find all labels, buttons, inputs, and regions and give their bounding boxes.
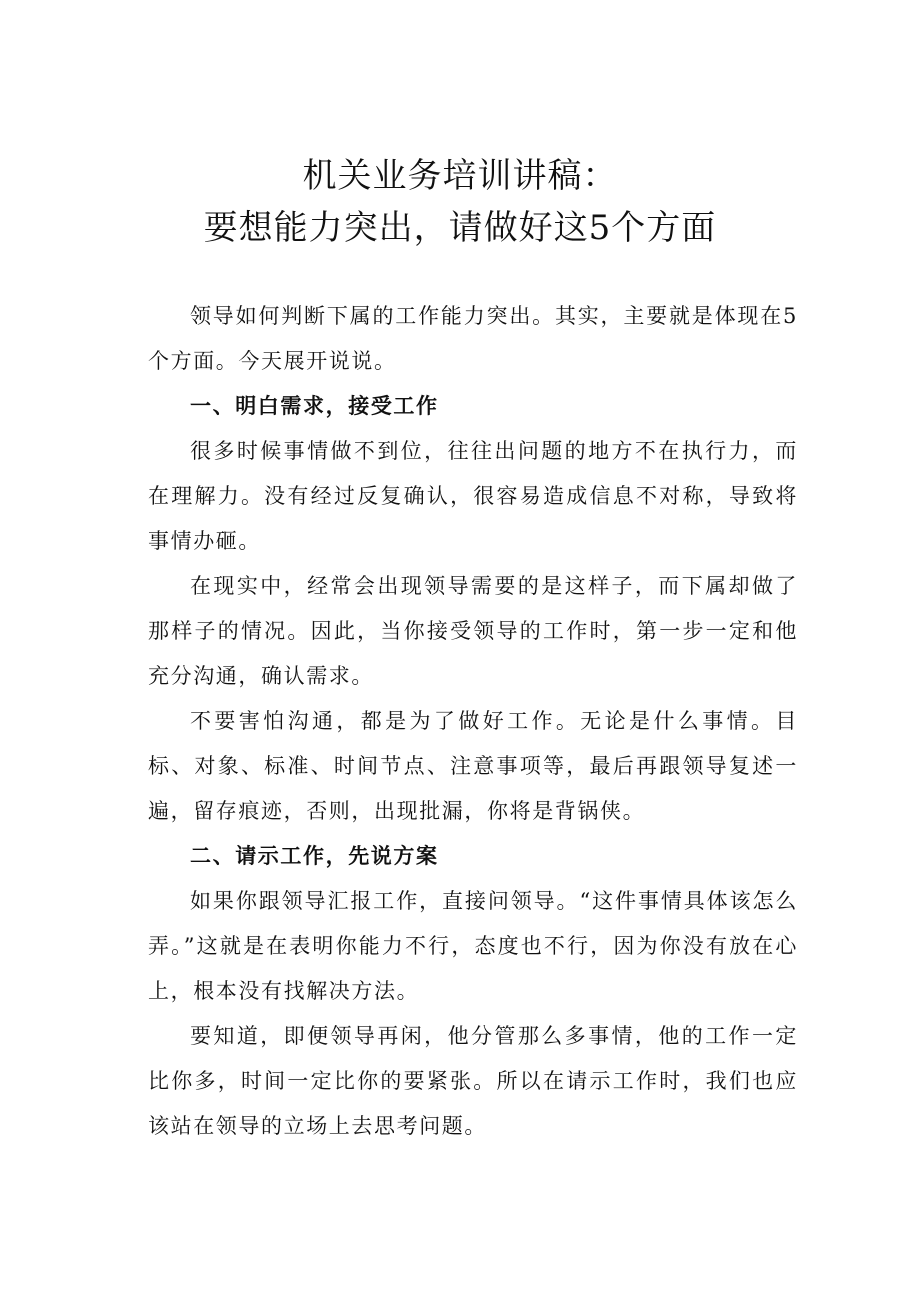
section-1-paragraph-2: 在现实中，经常会出现领导需要的是这样子，而下属却做了那样子的情况。因此，当你接受领导的工作时，第一步一定和他充分沟通，确认需求。 xyxy=(148,574,798,688)
section-1-paragraph-3: 不要害怕沟通，都是为了做好工作。无论是什么事情。目标、对象、标准、时间节点、注意事项等，最后再跟领导复述一遍，留存痕迹，否则，出现批漏，你将是背锅侠。 xyxy=(148,709,798,823)
document-body xyxy=(148,294,798,1149)
document-title xyxy=(0,150,920,254)
section-1-heading: 一、明白需求，接受工作 xyxy=(190,394,439,418)
section-2-heading: 二、请示工作，先说方案 xyxy=(190,844,439,868)
section-2-paragraph-1: 如果你跟领导汇报工作，直接问领导。“这件事情具体该怎么弄。”这就是在表明你能力不行，态度也不行，因为你没有放在心上，根本没有找解决方法。 xyxy=(148,889,798,1003)
section-1-paragraph-1: 很多时候事情做不到位，往往出问题的地方不在执行力，而在理解力。没有经过反复确认，很容易造成信息不对称，导致将事情办砸。 xyxy=(148,439,798,553)
title-line-2: 要想能力突出，请做好这5个方面 xyxy=(203,208,717,248)
section-2-paragraph-2: 要知道，即便领导再闲，他分管那么多事情，他的工作一定比你多，时间一定比你的要紧张。所以在请示工作时，我们也应该站在领导的立场上去思考问题。 xyxy=(148,1024,798,1138)
intro-paragraph: 领导如何判断下属的工作能力突出。其实，主要就是体现在5个方面。今天展开说说。 xyxy=(148,304,798,373)
title-line-1: 机关业务培训讲稿： xyxy=(302,156,618,196)
